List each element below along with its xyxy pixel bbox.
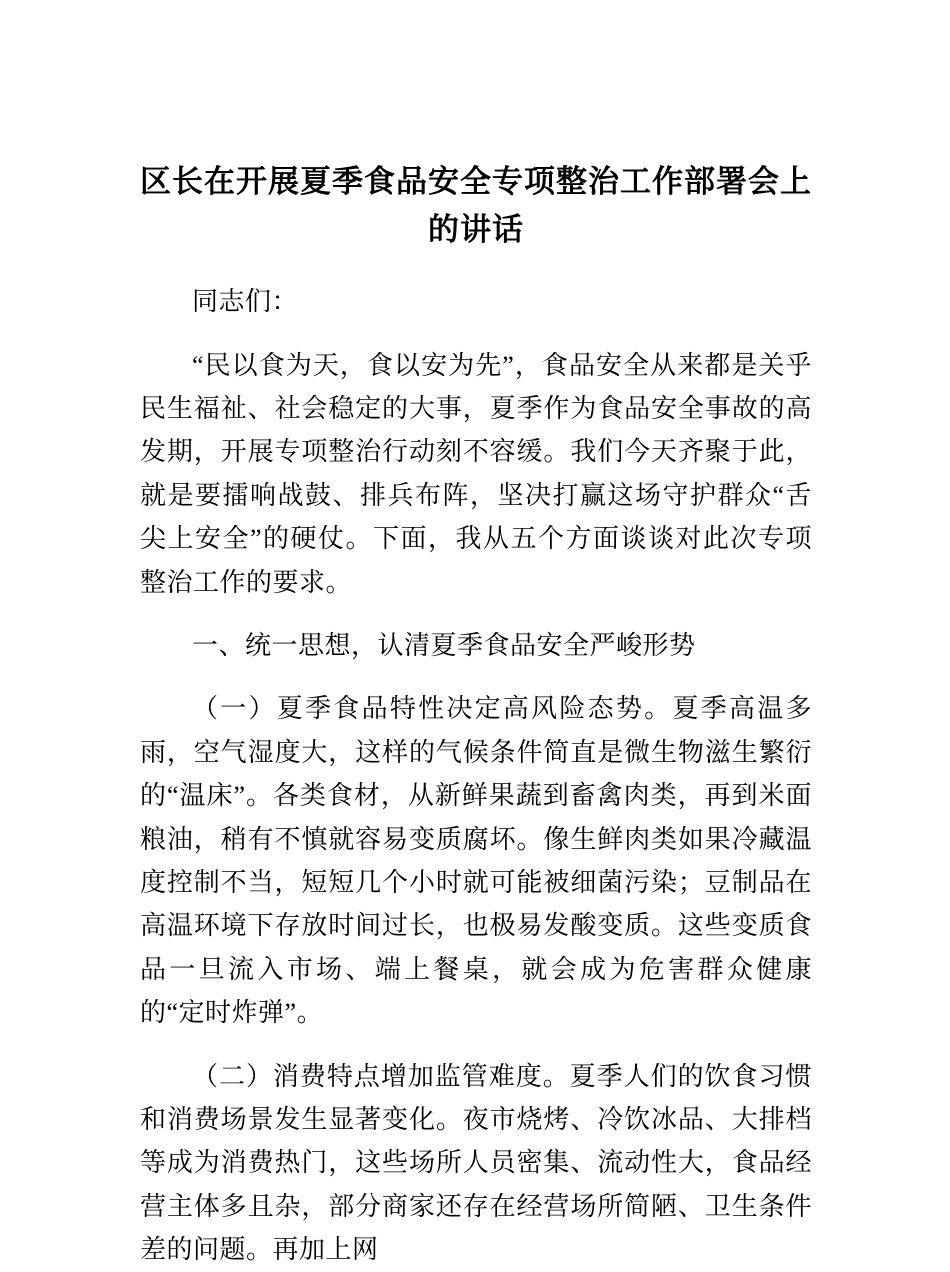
document-title: 区长在开展夏季食品安全专项整治工作部署会上的讲话 [140, 164, 812, 248]
paragraph-point-1: （一）夏季食品特性决定高风险态势。夏季高温多雨，空气湿度大，这样的气候条件简直是微生物滋生繁衍的“温床”。各类食材，从新鲜果蔬到畜禽肉类，再到米面粮油，稍有不慎就容易变质腐坏。像生鲜肉类如果冷藏温度控制不当，短短几个小时就可能被细菌污染；豆制品在高温环境下存放时间过长，也极易发酸变质。这些变质食品一旦流入市场、端上餐桌，就会成为危害群众健康的“定时炸弹”。 [140, 694, 812, 1028]
paragraph-point-2: （二）消费特点增加监管难度。夏季人们的饮食习惯和消费场景发生显著变化。夜市烧烤、冷饮冰品、大排档等成为消费热门，这些场所人员密集、流动性大，食品经营主体多且杂，部分商家还存在经营场所简陋、卫生条件差的问题。再加上网 [140, 1061, 812, 1265]
section-heading-1: 一、统一思想，认清夏季食品安全严峻形势 [192, 630, 696, 660]
paragraph-salutation: 同志们： [192, 287, 299, 317]
document-body [140, 280, 812, 1272]
paragraph-intro: “民以食为天，食以安为先”，食品安全从来都是关乎民生福祉、社会稳定的大事，夏季作为食品安全事故的高发期，开展专项整治行动刻不容缓。我们今天齐聚于此，就是要擂响战鼓、排兵布阵，坚决打赢这场守护群众“舌尖上安全”的硬仗。下面，我从五个方面谈谈对此次专项整治工作的要求。 [140, 350, 812, 597]
